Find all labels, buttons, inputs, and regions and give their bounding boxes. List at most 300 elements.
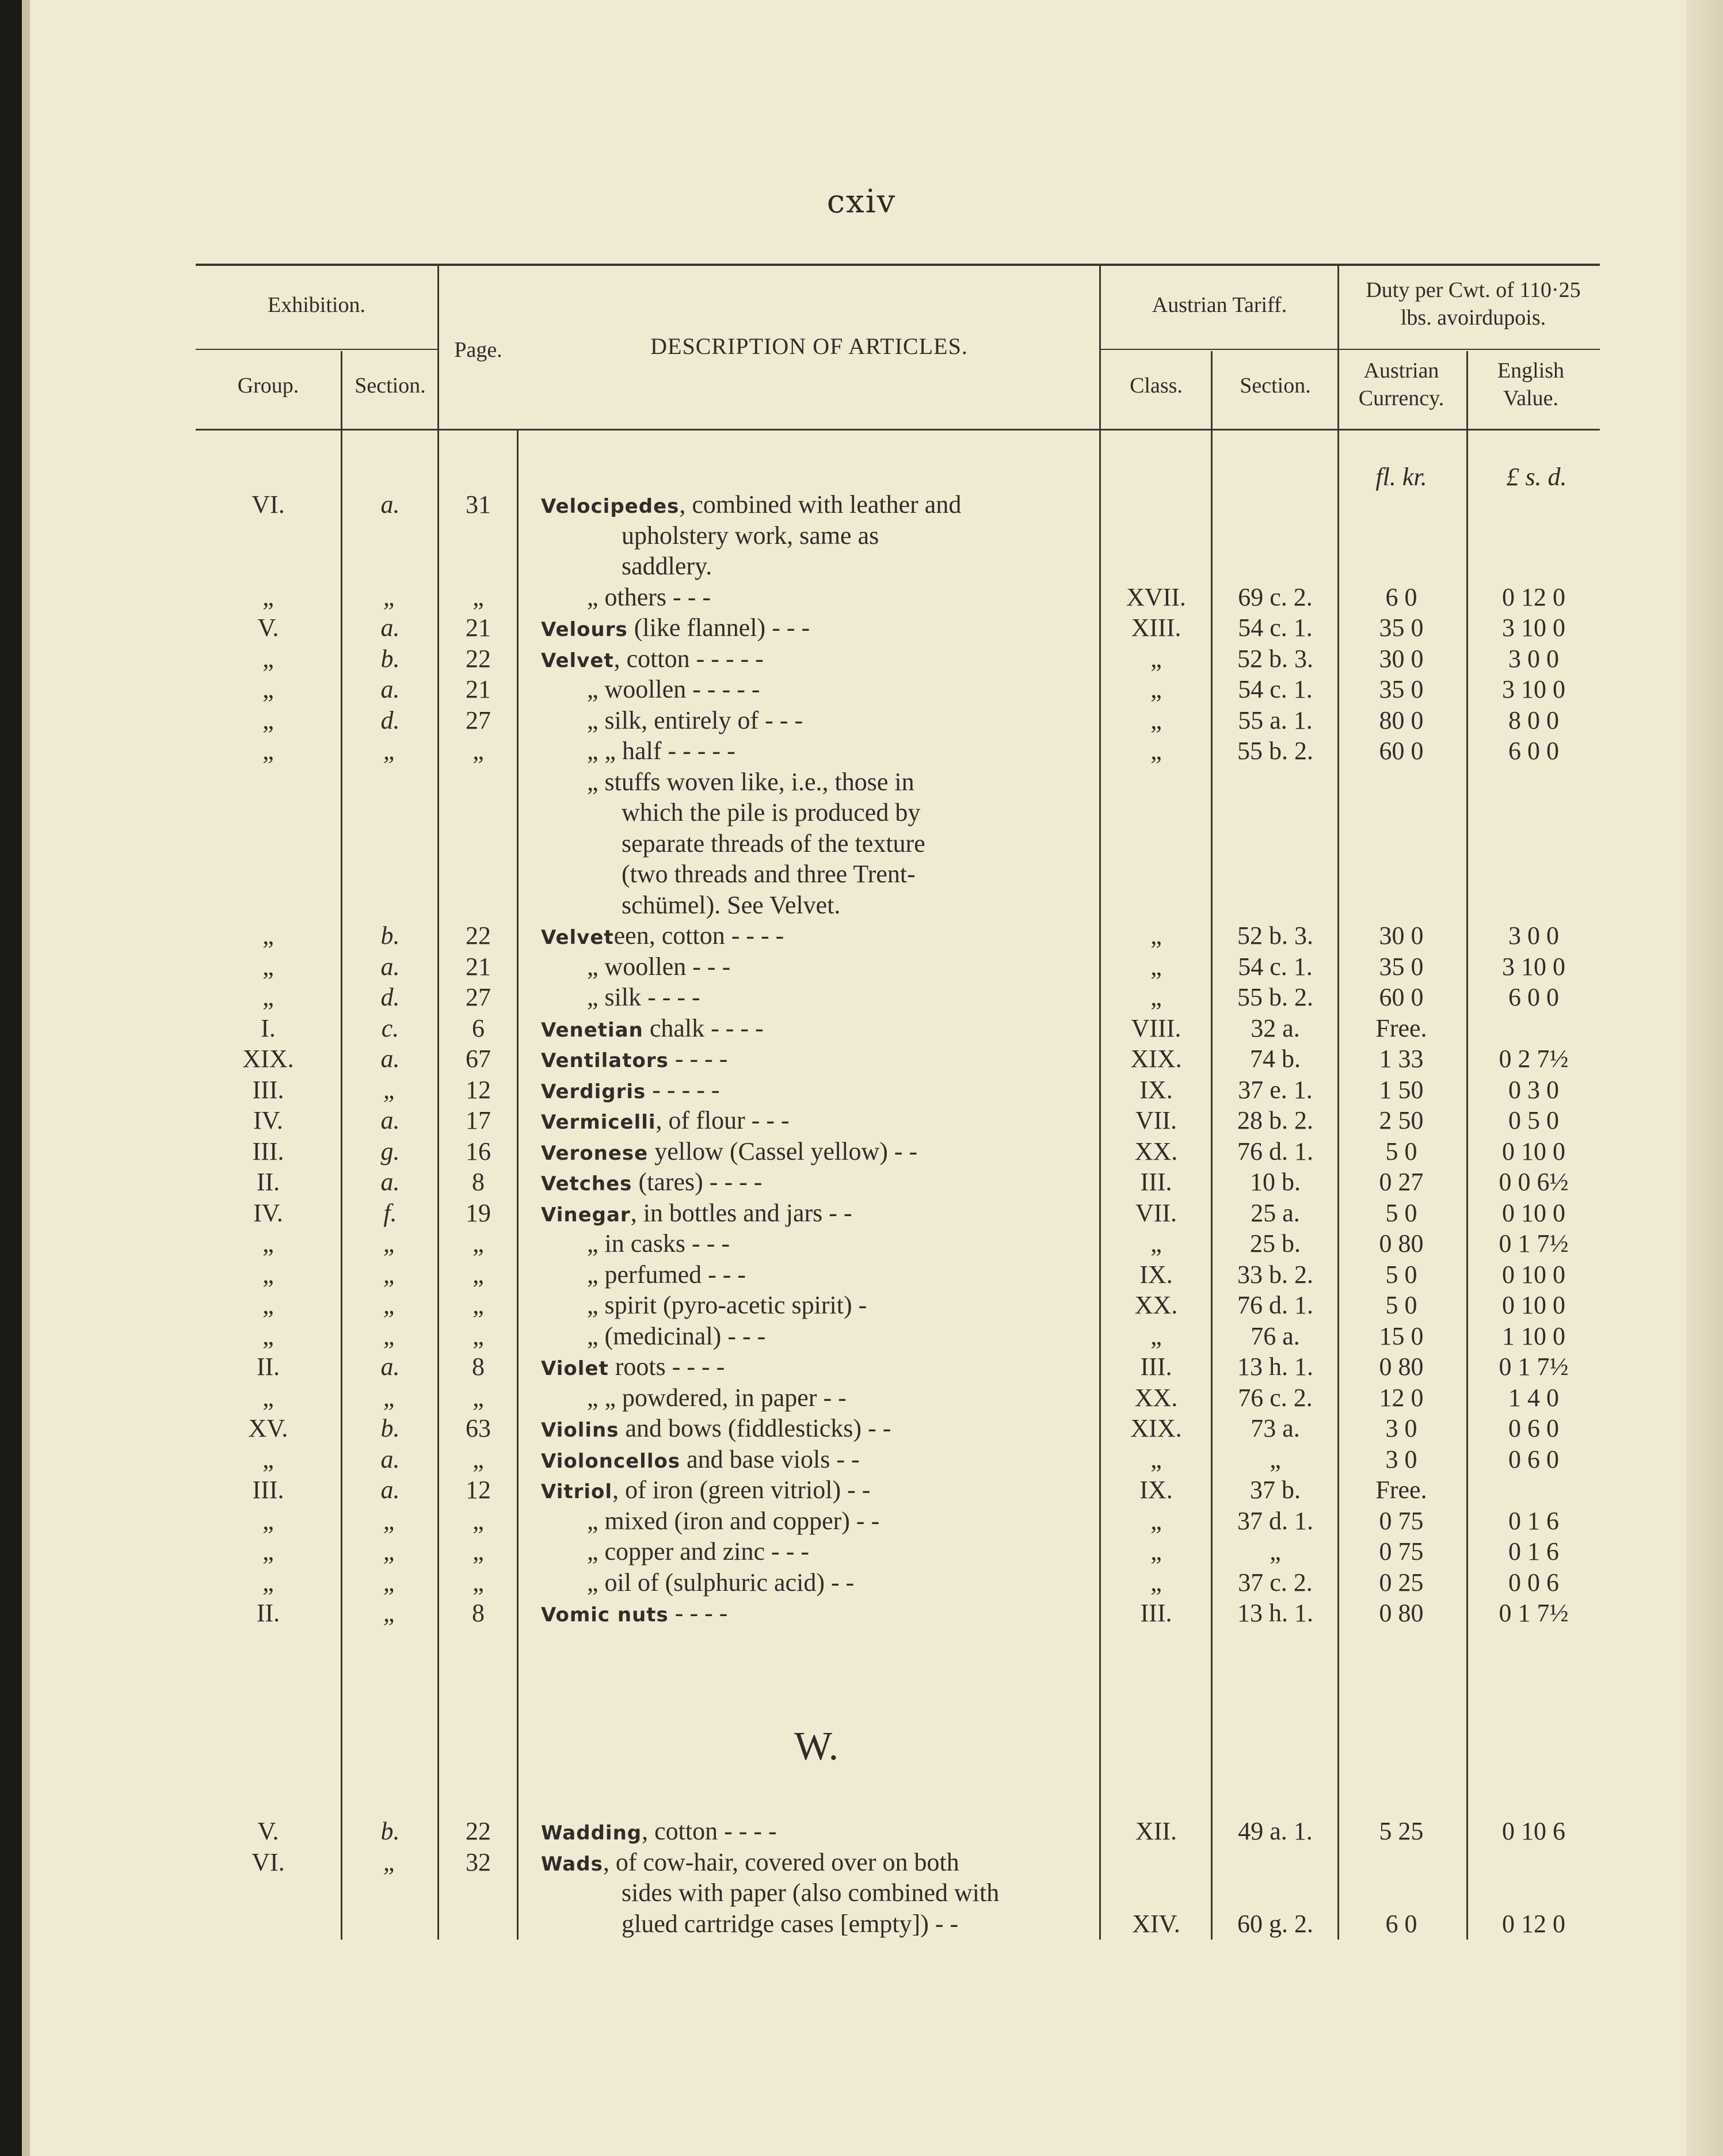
cell-group: „ bbox=[262, 706, 274, 734]
cell-aus: 35 0 bbox=[1379, 675, 1424, 703]
cell-aus: 5 0 bbox=[1385, 1137, 1417, 1165]
cell-cls: XX. bbox=[1134, 1137, 1178, 1165]
cell-aus: 30 0 bbox=[1379, 644, 1424, 673]
cell-desc bbox=[541, 1847, 1093, 1880]
cell-eng: 0 12 0 bbox=[1502, 582, 1565, 611]
cell-desc bbox=[541, 612, 1093, 645]
cell-section: f. bbox=[383, 1198, 397, 1227]
page-number: cxiv bbox=[826, 183, 897, 220]
headword-rest: - - - - bbox=[668, 1599, 728, 1627]
cell-desc bbox=[541, 489, 1093, 522]
cell-section: „ bbox=[383, 1568, 398, 1597]
headword: Vermicelli bbox=[541, 1111, 656, 1134]
cell-section: d. bbox=[380, 706, 400, 734]
cell-group: „ bbox=[262, 1506, 274, 1535]
col-rule-7 bbox=[1466, 351, 1468, 1940]
cell-section: „ bbox=[383, 1537, 398, 1565]
cell-tsec: 54 c. 1. bbox=[1238, 952, 1313, 981]
cell-desc bbox=[541, 1075, 1093, 1107]
exhibition-sub-rule bbox=[196, 349, 437, 350]
cell-page: 21 bbox=[466, 952, 491, 981]
header-section: Section. bbox=[354, 374, 426, 398]
cell-eng: 0 5 0 bbox=[1508, 1106, 1559, 1134]
cell-eng: 0 10 0 bbox=[1502, 1137, 1565, 1165]
col-rule-1 bbox=[341, 351, 342, 1940]
headword: Vitriol bbox=[541, 1480, 613, 1503]
headword: Velvet bbox=[541, 649, 614, 672]
section-letter-w: W. bbox=[794, 1724, 839, 1769]
cell-section: d. bbox=[380, 983, 400, 1011]
cell-group: XV. bbox=[248, 1414, 288, 1442]
cell-eng: 0 1 7½ bbox=[1499, 1599, 1569, 1627]
cell-desc bbox=[541, 1198, 1093, 1231]
cell-cls: XII. bbox=[1135, 1817, 1177, 1845]
cell-eng: 0 2 7½ bbox=[1499, 1045, 1569, 1073]
cell-desc bbox=[541, 1136, 1093, 1169]
cell-tsec: 37 b. bbox=[1250, 1476, 1301, 1504]
cell-desc bbox=[541, 920, 1093, 953]
header-exhibition: Exhibition. bbox=[268, 293, 365, 317]
cell-aus: 6 0 bbox=[1385, 582, 1417, 611]
cell-desc: „ „ half - - - - - bbox=[587, 737, 735, 765]
cell-group: „ bbox=[262, 737, 274, 765]
cell-group: XIX. bbox=[242, 1045, 294, 1073]
headword-rest: - - - - bbox=[668, 1045, 728, 1073]
cell-group: II. bbox=[256, 1599, 280, 1627]
cell-group: II. bbox=[256, 1168, 280, 1196]
cell-aus: 2 50 bbox=[1379, 1106, 1424, 1134]
cell-desc bbox=[541, 1444, 1093, 1477]
cell-eng: 3 0 0 bbox=[1508, 921, 1559, 950]
cell-tsec: 28 b. 2. bbox=[1237, 1106, 1313, 1134]
cell-eng: 1 4 0 bbox=[1508, 1383, 1559, 1412]
cell-tsec: 13 h. 1. bbox=[1237, 1599, 1313, 1627]
cell-aus: 6 0 bbox=[1385, 1909, 1417, 1938]
cell-tsec: 54 c. 1. bbox=[1238, 675, 1313, 703]
cell-eng: 6 0 0 bbox=[1508, 983, 1559, 1011]
cell-eng: 0 0 6½ bbox=[1499, 1168, 1569, 1196]
cell-desc: „ woollen - - - - - bbox=[587, 675, 760, 703]
cell-cls: IX. bbox=[1139, 1476, 1173, 1504]
cell-page: „ bbox=[472, 1229, 484, 1258]
cell-desc: saddlery. bbox=[622, 552, 712, 580]
cell-tsec: 52 b. 3. bbox=[1237, 921, 1313, 950]
header-bottom-rule bbox=[196, 429, 1600, 431]
cell-cls: „ bbox=[1150, 644, 1162, 673]
headword-rest: roots - - - - bbox=[608, 1353, 725, 1381]
header-group: Group. bbox=[237, 374, 299, 398]
cell-section: „ bbox=[383, 1075, 398, 1104]
cell-eng: 8 0 0 bbox=[1508, 706, 1559, 734]
cell-aus: 0 75 bbox=[1379, 1537, 1424, 1565]
headword-rest: , in bottles and jars - - bbox=[630, 1198, 852, 1227]
cell-aus: 0 75 bbox=[1379, 1506, 1424, 1535]
cell-tsec: 55 b. 2. bbox=[1237, 983, 1313, 1011]
headword: Velours bbox=[541, 618, 628, 641]
cell-eng: 0 1 7½ bbox=[1499, 1353, 1569, 1381]
cell-eng: 3 10 0 bbox=[1502, 952, 1565, 981]
cell-section: a. bbox=[380, 1168, 400, 1196]
cell-aus: 30 0 bbox=[1379, 921, 1424, 950]
cell-aus: 5 25 bbox=[1379, 1817, 1424, 1845]
cell-page: 19 bbox=[466, 1198, 491, 1227]
headword: Wadding bbox=[541, 1822, 642, 1845]
cell-group: „ bbox=[262, 983, 274, 1011]
cell-aus: 5 0 bbox=[1385, 1260, 1417, 1289]
cell-eng: 0 0 6 bbox=[1508, 1568, 1559, 1597]
cell-desc: schümel). See Velvet. bbox=[622, 890, 841, 919]
cell-section: b. bbox=[380, 921, 400, 950]
header-english-value: English Value. bbox=[1497, 359, 1565, 410]
cell-tsec: 54 c. 1. bbox=[1238, 614, 1313, 642]
cell-cls: XX. bbox=[1134, 1383, 1178, 1412]
cell-section: a. bbox=[380, 1106, 400, 1134]
cell-group: „ bbox=[262, 1537, 274, 1565]
cell-cls: XX. bbox=[1134, 1291, 1178, 1319]
cell-tsec: „ bbox=[1270, 1537, 1281, 1565]
cell-group: „ bbox=[262, 582, 274, 611]
cell-page: 16 bbox=[466, 1137, 491, 1165]
units-english: £ s. d. bbox=[1506, 463, 1567, 491]
headword: Velocipedes bbox=[541, 495, 680, 518]
col-rule-2 bbox=[437, 266, 439, 1940]
cell-tsec: 55 b. 2. bbox=[1237, 737, 1313, 765]
cell-eng: 3 0 0 bbox=[1508, 644, 1559, 673]
cell-section: a. bbox=[380, 1045, 400, 1073]
cell-desc: (two threads and three Trent- bbox=[622, 860, 916, 888]
cell-cls: IX. bbox=[1139, 1260, 1173, 1289]
headword-rest: , cotton - - - - bbox=[642, 1817, 777, 1845]
headword: Violins bbox=[541, 1419, 619, 1442]
page-binding-edge bbox=[22, 0, 30, 2156]
cell-eng: 0 10 0 bbox=[1502, 1198, 1565, 1227]
cell-group: V. bbox=[257, 614, 279, 642]
cell-aus: 80 0 bbox=[1379, 706, 1424, 734]
cell-section: g. bbox=[380, 1137, 400, 1165]
cell-group: „ bbox=[262, 1229, 274, 1258]
cell-cls: III. bbox=[1140, 1168, 1172, 1196]
cell-desc: separate threads of the texture bbox=[622, 829, 925, 858]
cell-eng: 0 10 0 bbox=[1502, 1291, 1565, 1319]
cell-page: 63 bbox=[466, 1414, 491, 1442]
cell-page: 12 bbox=[466, 1476, 491, 1504]
cell-tsec: 37 e. 1. bbox=[1238, 1075, 1313, 1104]
headword: Vetches bbox=[541, 1172, 632, 1195]
cell-eng: 0 6 0 bbox=[1508, 1414, 1559, 1442]
headword: Verdigris bbox=[541, 1080, 646, 1103]
headword: Wads bbox=[541, 1852, 603, 1876]
tariff-sub-rule bbox=[1099, 349, 1600, 350]
cell-page: 6 bbox=[472, 1014, 485, 1042]
cell-group: „ bbox=[262, 1260, 274, 1289]
cell-eng: 0 10 0 bbox=[1502, 1260, 1565, 1289]
cell-section: „ bbox=[383, 1848, 398, 1876]
cell-cls: „ bbox=[1150, 921, 1162, 950]
cell-cls: „ bbox=[1150, 1568, 1162, 1597]
cell-tsec: 69 c. 2. bbox=[1238, 582, 1313, 611]
cell-section: a. bbox=[380, 675, 400, 703]
cell-group: IV. bbox=[253, 1106, 283, 1134]
cell-tsec: 25 a. bbox=[1251, 1198, 1300, 1227]
cell-tsec: 37 c. 2. bbox=[1238, 1568, 1313, 1597]
cell-desc bbox=[541, 1413, 1093, 1446]
cell-section: „ bbox=[383, 582, 398, 611]
cell-desc: „ silk - - - - bbox=[587, 983, 700, 1011]
cell-tsec: 55 a. 1. bbox=[1238, 706, 1313, 734]
cell-cls: „ bbox=[1150, 983, 1162, 1011]
cell-page: „ bbox=[472, 1445, 484, 1473]
cell-tsec: „ bbox=[1270, 1445, 1281, 1473]
cell-cls: III. bbox=[1140, 1599, 1172, 1627]
cell-aus: 1 33 bbox=[1379, 1045, 1424, 1073]
cell-tsec: 73 a. bbox=[1251, 1414, 1300, 1442]
cell-desc bbox=[541, 1013, 1093, 1046]
headword-rest: een, cotton - - - - bbox=[613, 921, 784, 950]
cell-page: 32 bbox=[466, 1848, 491, 1876]
cell-cls: VII. bbox=[1135, 1198, 1177, 1227]
cell-desc: „ silk, entirely of - - - bbox=[587, 706, 803, 734]
cell-page: 8 bbox=[472, 1168, 485, 1196]
headword-rest: , of cow-hair, covered over on both bbox=[603, 1848, 959, 1876]
cell-section: a. bbox=[380, 952, 400, 981]
header-duty: Duty per Cwt. of 110·25 lbs. avoirdupois. bbox=[1366, 278, 1581, 330]
cell-section: „ bbox=[383, 1321, 398, 1350]
cell-section: c. bbox=[381, 1014, 399, 1042]
cell-tsec: 76 a. bbox=[1251, 1321, 1300, 1350]
cell-page: „ bbox=[472, 582, 484, 611]
cell-desc: „ woollen - - - bbox=[587, 952, 731, 981]
cell-page: „ bbox=[472, 1291, 484, 1319]
headword: Velvet bbox=[541, 926, 614, 949]
header-description: DESCRIPTION OF ARTICLES. bbox=[650, 333, 968, 359]
headword: Venetian bbox=[541, 1018, 643, 1042]
cell-group: IV. bbox=[253, 1198, 283, 1227]
cell-group: „ bbox=[262, 1383, 274, 1412]
cell-aus: 0 25 bbox=[1379, 1568, 1424, 1597]
cell-desc bbox=[541, 1351, 1093, 1384]
cell-group: V. bbox=[257, 1817, 279, 1845]
headword-rest: (like flannel) - - - bbox=[627, 614, 810, 642]
cell-page: 21 bbox=[466, 675, 491, 703]
cell-desc bbox=[541, 1105, 1093, 1138]
cell-section: „ bbox=[383, 1506, 398, 1535]
cell-page: 17 bbox=[466, 1106, 491, 1134]
cell-section: a. bbox=[380, 490, 400, 519]
cell-eng: 3 10 0 bbox=[1502, 675, 1565, 703]
cell-cls: VIII. bbox=[1131, 1014, 1181, 1042]
cell-section: „ bbox=[383, 1260, 398, 1289]
headword-rest: - - - - - bbox=[646, 1075, 720, 1104]
cell-group: „ bbox=[262, 1291, 274, 1319]
cell-cls: VII. bbox=[1135, 1106, 1177, 1134]
cell-tsec: 49 a. 1. bbox=[1238, 1817, 1313, 1845]
cell-cls: „ bbox=[1150, 1537, 1162, 1565]
cell-aus: 15 0 bbox=[1379, 1321, 1424, 1350]
cell-page: 27 bbox=[466, 706, 491, 734]
cell-aus: Free. bbox=[1375, 1476, 1427, 1504]
cell-section: a. bbox=[380, 1445, 400, 1473]
cell-tsec: 76 d. 1. bbox=[1237, 1291, 1313, 1319]
cell-desc bbox=[541, 643, 1093, 676]
cell-page: 22 bbox=[466, 921, 491, 950]
cell-aus: 60 0 bbox=[1379, 983, 1424, 1011]
cell-section: „ bbox=[383, 1599, 398, 1627]
headword-rest: , cotton - - - - - bbox=[613, 644, 764, 673]
cell-group: III. bbox=[252, 1075, 284, 1104]
cell-eng: 0 10 6 bbox=[1502, 1817, 1565, 1845]
cell-aus: 0 27 bbox=[1379, 1168, 1424, 1196]
cell-desc: „ oil of (sulphuric acid) - - bbox=[587, 1568, 855, 1597]
cell-tsec: 32 a. bbox=[1251, 1014, 1300, 1042]
cell-desc: „ (medicinal) - - - bbox=[587, 1321, 766, 1350]
cell-section: „ bbox=[383, 1229, 398, 1258]
cell-desc: upholstery work, same as bbox=[622, 521, 879, 550]
cell-cls: XIII. bbox=[1131, 614, 1181, 642]
cell-desc bbox=[541, 1167, 1093, 1199]
cell-cls: XIV. bbox=[1132, 1909, 1180, 1938]
cell-aus: 5 0 bbox=[1385, 1291, 1417, 1319]
cell-desc bbox=[541, 1475, 1093, 1507]
cell-cls: „ bbox=[1150, 1229, 1162, 1258]
cell-tsec: 25 b. bbox=[1250, 1229, 1301, 1258]
cell-desc: „ perfumed - - - bbox=[587, 1260, 746, 1289]
cell-section: a. bbox=[380, 614, 400, 642]
headword-rest: (tares) - - - - bbox=[632, 1168, 763, 1196]
cell-aus: 35 0 bbox=[1379, 952, 1424, 981]
header-page: Page. bbox=[454, 338, 502, 362]
cell-aus: 1 50 bbox=[1379, 1075, 1424, 1104]
cell-section: b. bbox=[380, 644, 400, 673]
cell-group: „ bbox=[262, 1321, 274, 1350]
cell-tsec: 33 b. 2. bbox=[1237, 1260, 1313, 1289]
col-rule-4 bbox=[1099, 266, 1101, 1940]
cell-tsec: 13 h. 1. bbox=[1237, 1353, 1313, 1381]
cell-cls: „ bbox=[1150, 706, 1162, 734]
cell-desc: sides with paper (also combined with bbox=[622, 1879, 1000, 1907]
cell-page: 22 bbox=[466, 644, 491, 673]
cell-desc bbox=[541, 1598, 1093, 1631]
cell-page: 67 bbox=[466, 1045, 491, 1073]
cell-group: „ bbox=[262, 921, 274, 950]
cell-page: 27 bbox=[466, 983, 491, 1011]
cell-desc: „ „ powdered, in paper - - bbox=[587, 1383, 847, 1412]
cell-aus: 5 0 bbox=[1385, 1198, 1417, 1227]
cell-cls: XVII. bbox=[1126, 582, 1186, 611]
cell-aus: 60 0 bbox=[1379, 737, 1424, 765]
cell-section: „ bbox=[383, 737, 398, 765]
headword-rest: chalk - - - - bbox=[643, 1014, 764, 1042]
cell-desc: „ in casks - - - bbox=[587, 1229, 730, 1258]
cell-section: „ bbox=[383, 1383, 398, 1412]
cell-eng: 0 6 0 bbox=[1508, 1445, 1559, 1473]
cell-section: a. bbox=[380, 1353, 400, 1381]
cell-aus: Free. bbox=[1375, 1014, 1427, 1042]
cell-page: 8 bbox=[472, 1599, 485, 1627]
cell-section: „ bbox=[383, 1291, 398, 1319]
cell-cls: XIX. bbox=[1130, 1045, 1182, 1073]
cell-page: „ bbox=[472, 1568, 484, 1597]
cell-eng: 0 1 7½ bbox=[1499, 1229, 1569, 1258]
cell-desc: „ others - - - bbox=[587, 582, 711, 611]
cell-desc: „ copper and zinc - - - bbox=[587, 1537, 810, 1565]
units-austrian: fl. kr. bbox=[1375, 463, 1427, 491]
cell-page: 31 bbox=[466, 490, 491, 519]
cell-page: „ bbox=[472, 737, 484, 765]
cell-aus: 12 0 bbox=[1379, 1383, 1424, 1412]
cell-aus: 3 0 bbox=[1385, 1445, 1417, 1473]
cell-page: „ bbox=[472, 1537, 484, 1565]
cell-cls: „ bbox=[1150, 1321, 1162, 1350]
headword: Vinegar bbox=[541, 1203, 631, 1226]
cell-desc: which the pile is produced by bbox=[622, 798, 921, 826]
cell-desc: „ stuffs woven like, i.e., those in bbox=[587, 767, 914, 796]
col-rule-5 bbox=[1211, 351, 1213, 1940]
cell-aus: 3 0 bbox=[1385, 1414, 1417, 1442]
headword: Veronese bbox=[541, 1141, 649, 1165]
cell-page: 12 bbox=[466, 1075, 491, 1104]
cell-eng: 6 0 0 bbox=[1508, 737, 1559, 765]
cell-section: b. bbox=[380, 1414, 400, 1442]
cell-cls: III. bbox=[1140, 1353, 1172, 1381]
cell-cls: XIX. bbox=[1130, 1414, 1182, 1442]
cell-cls: IX. bbox=[1139, 1075, 1173, 1104]
page-outer-edge bbox=[1686, 0, 1723, 2156]
cell-desc: glued cartridge cases [empty]) - - bbox=[622, 1909, 959, 1938]
cell-aus: 0 80 bbox=[1379, 1353, 1424, 1381]
cell-tsec: 52 b. 3. bbox=[1237, 644, 1313, 673]
cell-section: b. bbox=[380, 1817, 400, 1845]
headword: Ventilators bbox=[541, 1049, 669, 1072]
table-top-rule bbox=[196, 264, 1600, 266]
col-rule-6 bbox=[1337, 266, 1339, 1940]
header-tariff-section: Section. bbox=[1240, 374, 1311, 398]
cell-cls: „ bbox=[1150, 737, 1162, 765]
headword: Violet bbox=[541, 1357, 609, 1380]
header-class: Class. bbox=[1130, 374, 1183, 398]
header-austrian-tariff: Austrian Tariff. bbox=[1152, 293, 1287, 317]
cell-eng: 0 1 6 bbox=[1508, 1506, 1559, 1535]
headword-rest: yellow (Cassel yellow) - - bbox=[648, 1137, 918, 1165]
cell-desc: „ mixed (iron and copper) - - bbox=[587, 1506, 880, 1535]
cell-group: „ bbox=[262, 1445, 274, 1473]
cell-page: „ bbox=[472, 1506, 484, 1535]
cell-aus: 0 80 bbox=[1379, 1229, 1424, 1258]
header-austrian-currency: Austrian Currency. bbox=[1358, 359, 1444, 410]
cell-group: „ bbox=[262, 675, 274, 703]
cell-cls: „ bbox=[1150, 675, 1162, 703]
cell-eng: 0 1 6 bbox=[1508, 1537, 1559, 1565]
cell-cls: „ bbox=[1150, 1445, 1162, 1473]
cell-page: 22 bbox=[466, 1817, 491, 1845]
cell-group: I. bbox=[261, 1014, 276, 1042]
headword: Violoncellos bbox=[541, 1449, 681, 1473]
headword-rest: and bows (fiddlesticks) - - bbox=[619, 1414, 891, 1442]
cell-group: II. bbox=[256, 1353, 280, 1381]
cell-group: „ bbox=[262, 1568, 274, 1597]
cell-aus: 0 80 bbox=[1379, 1599, 1424, 1627]
cell-group: VI. bbox=[251, 1848, 285, 1876]
cell-eng: 0 12 0 bbox=[1502, 1909, 1565, 1938]
cell-group: III. bbox=[252, 1137, 284, 1165]
cell-eng: 1 10 0 bbox=[1502, 1321, 1565, 1350]
cell-tsec: 76 d. 1. bbox=[1237, 1137, 1313, 1165]
cell-aus: 35 0 bbox=[1379, 614, 1424, 642]
cell-cls: „ bbox=[1150, 1506, 1162, 1535]
cell-group: „ bbox=[262, 644, 274, 673]
cell-page: „ bbox=[472, 1321, 484, 1350]
cell-tsec: 10 b. bbox=[1250, 1168, 1301, 1196]
cell-page: „ bbox=[472, 1383, 484, 1412]
